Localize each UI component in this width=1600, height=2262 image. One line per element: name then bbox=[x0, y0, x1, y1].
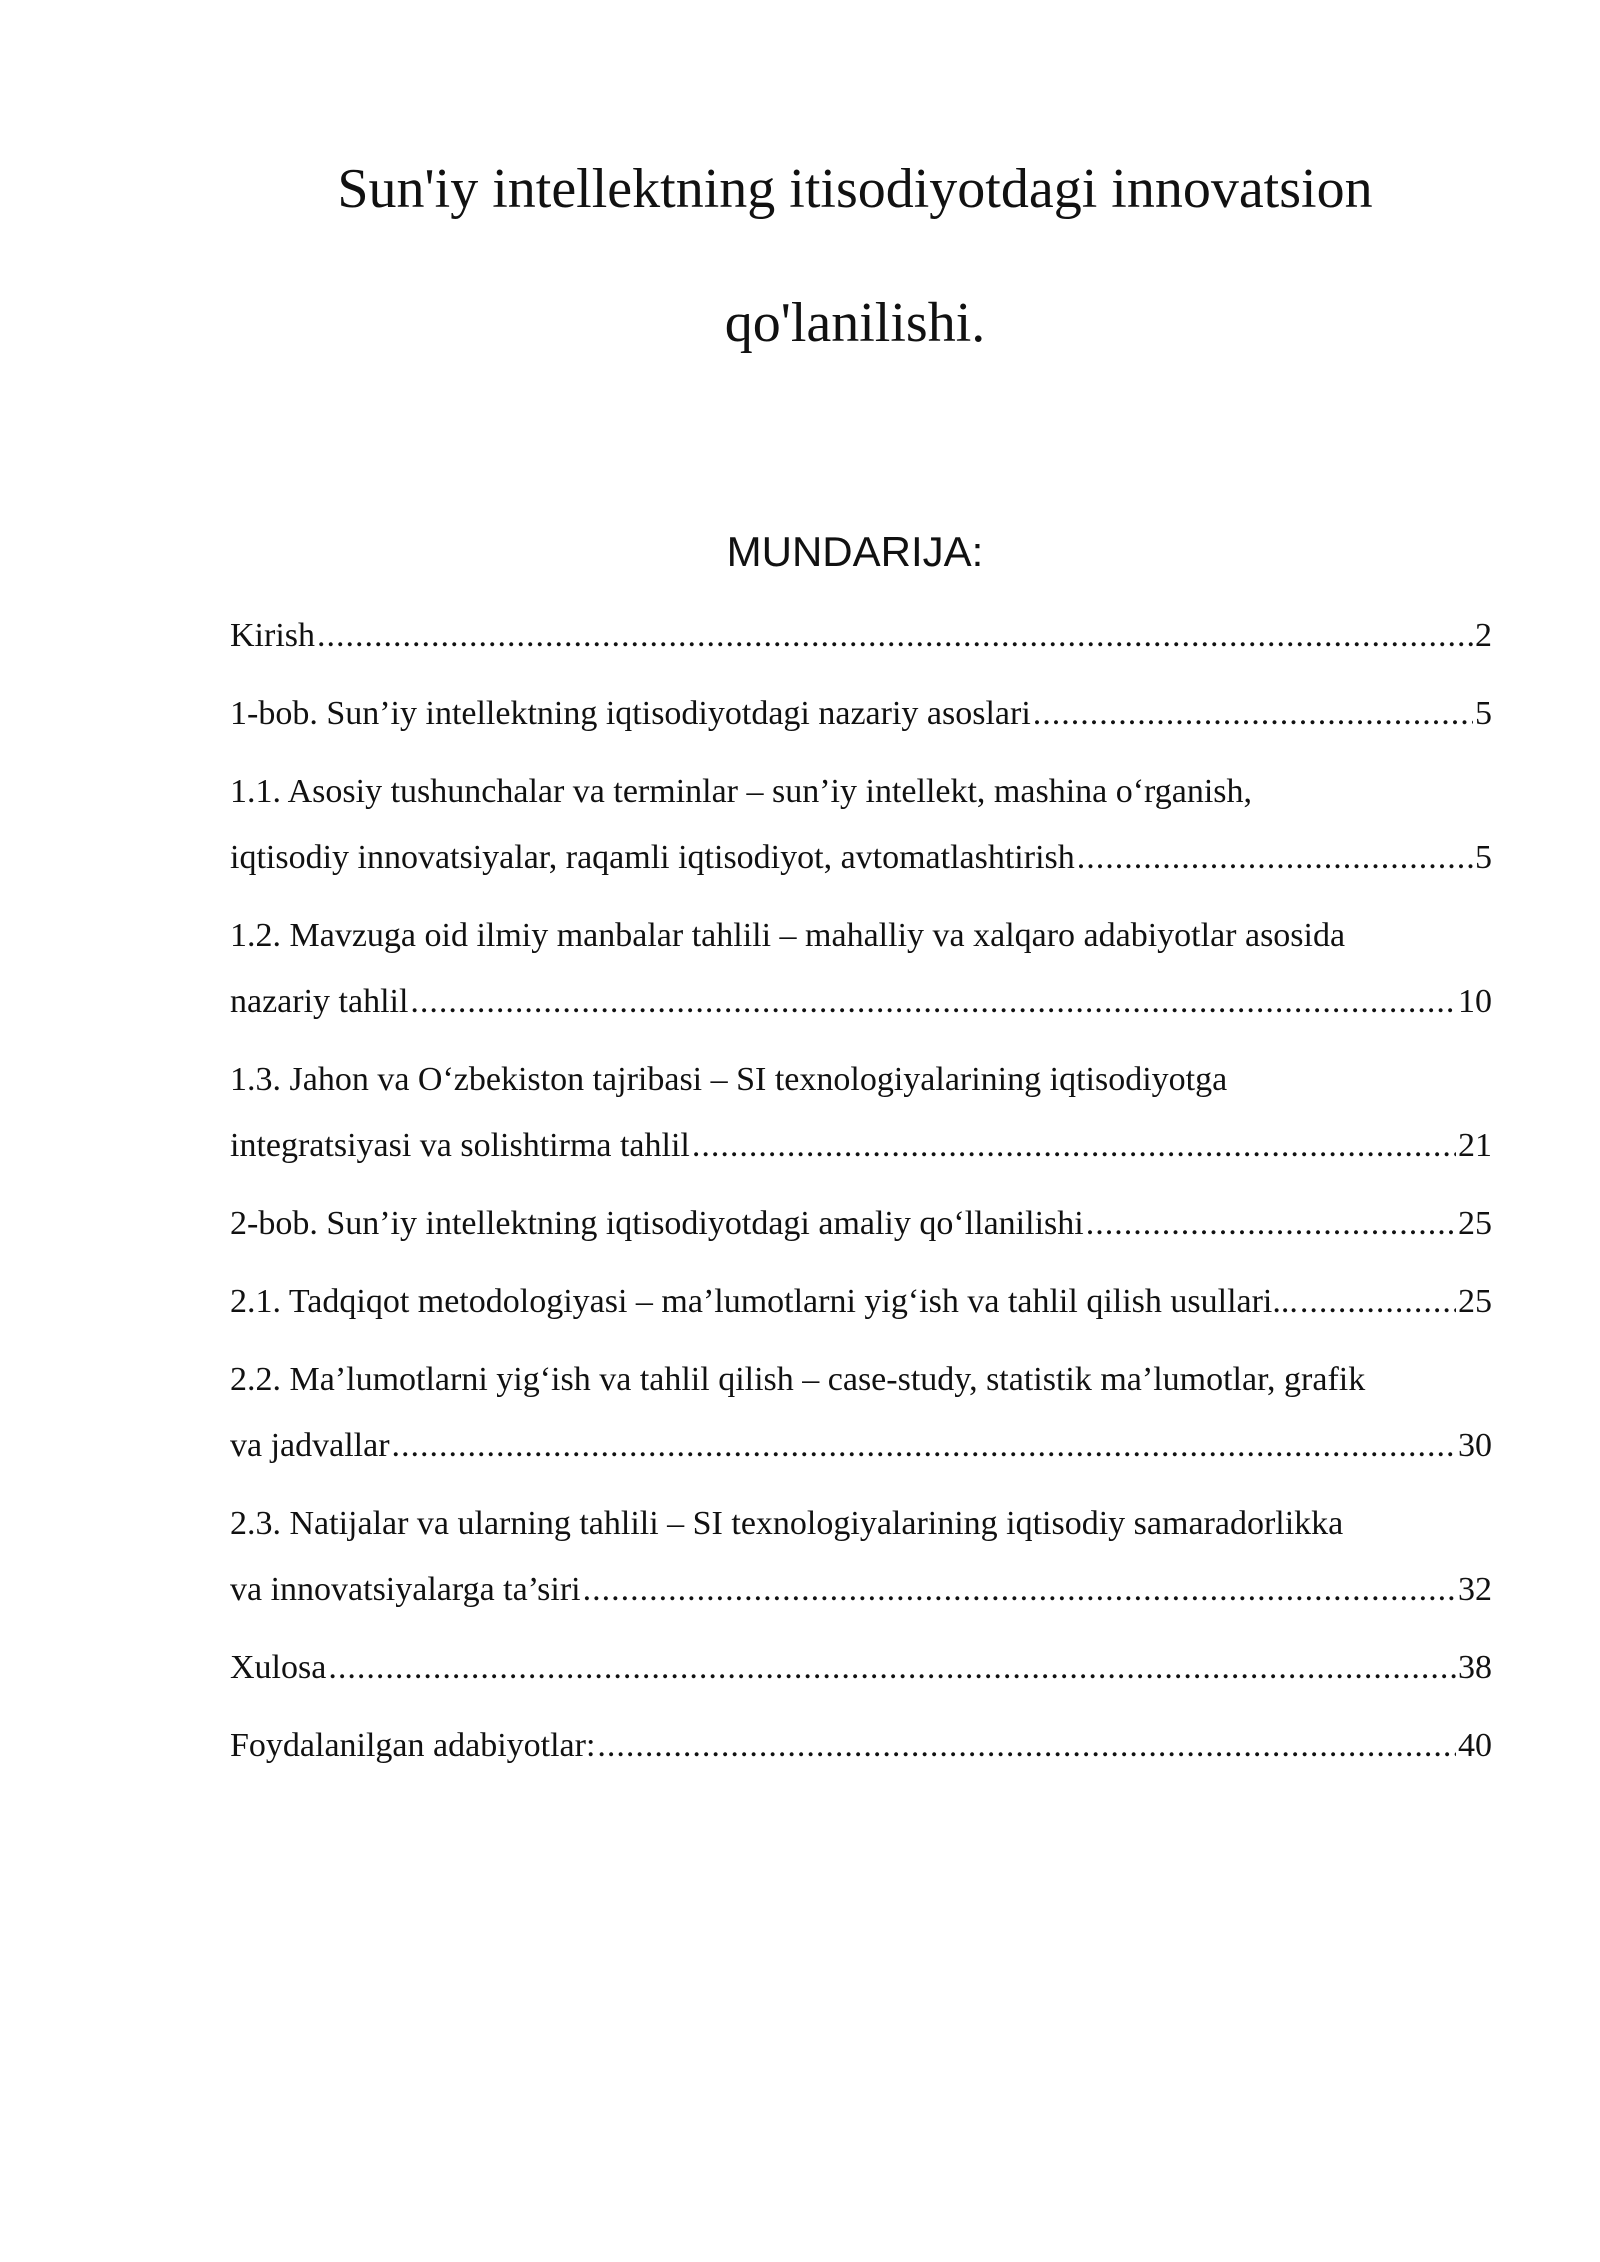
toc-entry-text: 1.1. Asosiy tushunchalar va terminlar – sun’iy intellekt, mashina o‘rganish, bbox=[230, 773, 1253, 810]
toc-entry-line bbox=[230, 1191, 1492, 1257]
toc-entry-line bbox=[230, 681, 1492, 747]
toc-entry bbox=[230, 903, 1492, 1035]
toc-page-number: 32 bbox=[1458, 1571, 1492, 1608]
toc-entry bbox=[230, 1491, 1492, 1623]
toc-entry-line bbox=[230, 1557, 1492, 1623]
toc-page-number: 25 bbox=[1458, 1283, 1492, 1320]
toc-page-number: 38 bbox=[1458, 1649, 1492, 1686]
toc-entry-text: integratsiyasi va solishtirma tahlil bbox=[230, 1127, 690, 1164]
toc-entry-line bbox=[230, 1269, 1492, 1335]
toc-entry-text: 2.1. Tadqiqot metodologiyasi – ma’lumotlarni yig‘ish va tahlil qilish usullari... bbox=[230, 1283, 1298, 1320]
toc-page-number: 5 bbox=[1475, 695, 1492, 732]
toc-page-number: 10 bbox=[1458, 983, 1492, 1020]
toc-entry-line bbox=[230, 759, 1492, 825]
toc-entry-text: 1.3. Jahon va O‘zbekiston tajribasi – SI texnologiyalarining iqtisodiyotga bbox=[230, 1061, 1228, 1098]
toc-entry-text: va jadvallar bbox=[230, 1427, 390, 1464]
toc-entry-text: Xulosa bbox=[230, 1649, 327, 1686]
toc-heading: MUNDARIJA: bbox=[726, 528, 984, 575]
toc-entry-line bbox=[230, 1413, 1492, 1479]
toc-entry-line bbox=[230, 969, 1492, 1035]
toc-entry-text: 1-bob. Sun’iy intellektning iqtisodiyotdagi nazariy asoslari bbox=[230, 695, 1031, 732]
toc-entry-text: iqtisodiy innovatsiyalar, raqamli iqtisodiyot, avtomatlashtirish bbox=[230, 839, 1075, 876]
toc-entry-line bbox=[230, 1491, 1492, 1557]
toc-dot-leader bbox=[392, 1413, 1456, 1479]
toc-page-number: 30 bbox=[1458, 1427, 1492, 1464]
toc-dot-leader bbox=[1077, 825, 1473, 891]
toc-page-number: 25 bbox=[1458, 1205, 1492, 1242]
document-title bbox=[230, 122, 1480, 390]
toc-entry-line bbox=[230, 1635, 1492, 1701]
toc-dot-leader bbox=[328, 1635, 1456, 1701]
toc-entry-text: va innovatsiyalarga ta’siri bbox=[230, 1571, 581, 1608]
toc-entry-line bbox=[230, 903, 1492, 969]
toc-entry bbox=[230, 1047, 1492, 1179]
toc-entry-line bbox=[230, 1113, 1492, 1179]
toc-page-number: 40 bbox=[1458, 1727, 1492, 1764]
toc-page-number: 5 bbox=[1475, 839, 1492, 876]
toc-dot-leader bbox=[583, 1557, 1456, 1623]
toc-entry-text: Kirish bbox=[230, 617, 315, 654]
toc-entry bbox=[230, 1713, 1492, 1779]
toc-dot-leader bbox=[410, 969, 1456, 1035]
toc-entry-line bbox=[230, 825, 1492, 891]
toc-dot-leader bbox=[1033, 681, 1473, 747]
toc-entry-line bbox=[230, 603, 1492, 669]
document-title-line-2: qo'lanilishi. bbox=[724, 292, 986, 354]
toc-entry bbox=[230, 603, 1492, 669]
toc-entry-line bbox=[230, 1713, 1492, 1779]
document-title-line-1: Sun'iy intellektning itisodiyotdagi innovatsion bbox=[337, 158, 1373, 220]
toc-entry-text: 2-bob. Sun’iy intellektning iqtisodiyotdagi amaliy qo‘llanilishi bbox=[230, 1205, 1084, 1242]
toc-entry bbox=[230, 1191, 1492, 1257]
toc-entry-text: 1.2. Mavzuga oid ilmiy manbalar tahlili – mahalliy va xalqaro adabiyotlar asosida bbox=[230, 917, 1346, 954]
toc-dot-leader bbox=[597, 1713, 1456, 1779]
toc-entry-text: nazariy tahlil bbox=[230, 983, 409, 1020]
toc-entry bbox=[230, 1635, 1492, 1701]
toc-entry-line bbox=[230, 1347, 1492, 1413]
toc-dot-leader bbox=[692, 1113, 1456, 1179]
toc-entry bbox=[230, 759, 1492, 891]
toc-entry-text: 2.2. Ma’lumotlarni yig‘ish va tahlil qilish – case-study, statistik ma’lumotlar, grafik bbox=[230, 1361, 1366, 1398]
toc-entry bbox=[230, 1347, 1492, 1479]
table-of-contents bbox=[230, 603, 1492, 1791]
toc-entry-text: 2.3. Natijalar va ularning tahlili – SI texnologiyalarining iqtisodiy samaradorlikka bbox=[230, 1505, 1344, 1542]
toc-dot-leader bbox=[317, 603, 1473, 669]
toc-entry-text: Foydalanilgan adabiyotlar: bbox=[230, 1727, 596, 1764]
toc-page-number: 21 bbox=[1458, 1127, 1492, 1164]
toc-dot-leader bbox=[1086, 1191, 1456, 1257]
toc-page-number: 2 bbox=[1475, 617, 1492, 654]
toc-entry bbox=[230, 1269, 1492, 1335]
toc-dot-leader bbox=[1300, 1269, 1456, 1335]
toc-entry bbox=[230, 681, 1492, 747]
toc-entry-line bbox=[230, 1047, 1492, 1113]
